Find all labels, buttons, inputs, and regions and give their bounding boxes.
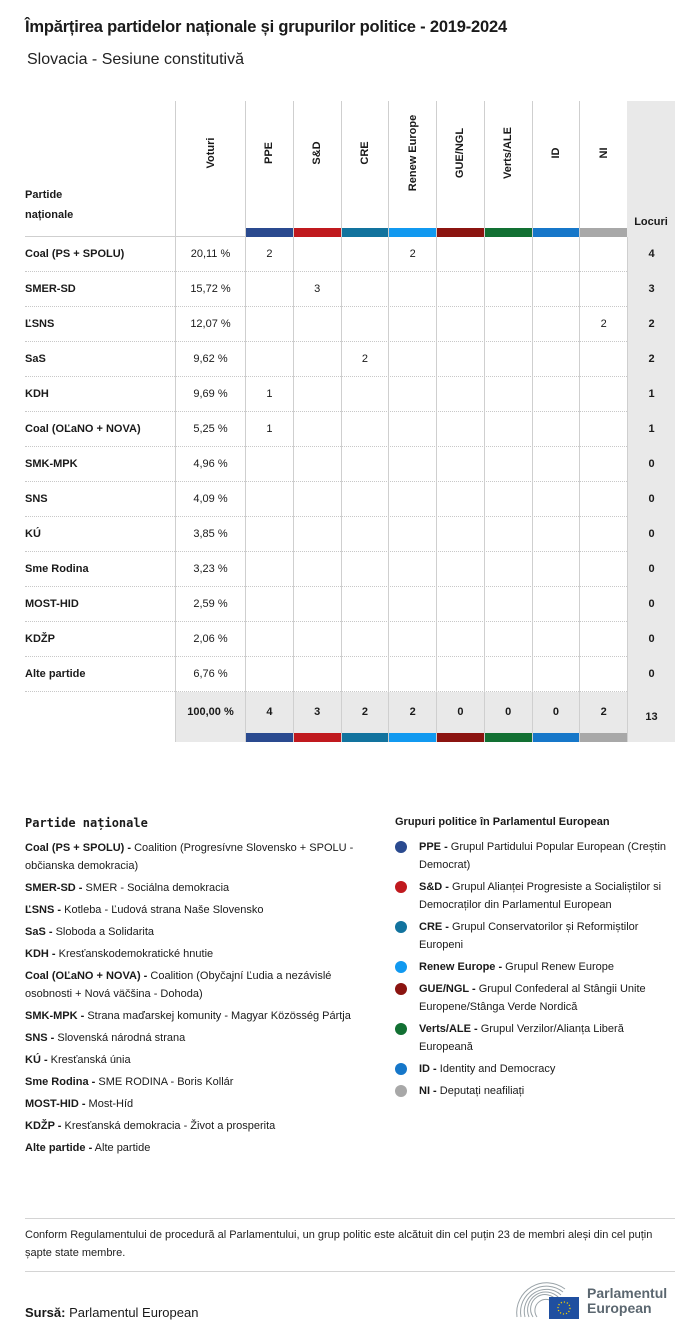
table-row — [25, 447, 675, 482]
group-color-dot-icon — [395, 841, 407, 853]
group-total-seats: 2 — [579, 692, 627, 742]
group-seat-count — [532, 342, 580, 377]
group-seat-count — [484, 237, 532, 272]
page-subtitle: Slovacia - Sesiune constitutivă — [27, 51, 244, 68]
votes-column-header: Voturi — [175, 101, 245, 237]
party-name: Alte partide — [25, 668, 86, 680]
group-seat-count — [293, 412, 341, 447]
group-seat-count — [245, 307, 293, 342]
group-seat-count — [341, 272, 389, 307]
group-seat-count — [484, 622, 532, 657]
group-seat-count: 1 — [245, 412, 293, 447]
group-total-seats: 4 — [245, 692, 293, 742]
party-legend-item: SMER-SD - SMER - Sociálna demokracia — [25, 882, 230, 894]
group-color-dot-icon — [395, 881, 407, 893]
group-seat-count — [341, 237, 389, 272]
vote-share: 5,25 % — [175, 412, 245, 447]
table-row — [25, 552, 675, 587]
logo-text-line2: European — [587, 1300, 652, 1316]
group-seat-count — [532, 412, 580, 447]
group-seat-count — [293, 237, 341, 272]
group-seat-count — [388, 377, 436, 412]
group-seat-count — [579, 622, 627, 657]
group-seat-count — [293, 517, 341, 552]
party-seats: 1 — [627, 377, 675, 412]
group-seat-count — [579, 517, 627, 552]
group-seat-count — [245, 517, 293, 552]
table-row — [25, 517, 675, 552]
group-seat-count — [388, 552, 436, 587]
group-seat-count — [388, 342, 436, 377]
party-legend-item: SaS - Sloboda a Solidarita — [25, 926, 155, 938]
vote-share: 4,09 % — [175, 482, 245, 517]
total-votes: 100,00 % — [175, 692, 245, 742]
group-seat-count — [293, 552, 341, 587]
group-color-bar — [437, 733, 484, 742]
party-name: SaS — [25, 353, 46, 365]
party-legend-item: Sme Rodina - SME RODINA - Boris Kollár — [25, 1076, 234, 1088]
party-legend-item: KÚ - Kresťanská únia — [25, 1054, 131, 1066]
party-name: SMK-MPK — [25, 458, 78, 470]
party-name: Coal (PS + SPOLU) — [25, 248, 125, 260]
vote-share: 2,59 % — [175, 587, 245, 622]
group-seat-count — [579, 237, 627, 272]
group-seat-count — [245, 272, 293, 307]
group-seat-count — [293, 307, 341, 342]
vote-share: 3,85 % — [175, 517, 245, 552]
group-seat-count: 2 — [245, 237, 293, 272]
table-row — [25, 482, 675, 517]
party-name: SMER-SD — [25, 283, 76, 295]
group-legend-item: CRE - Grupul Conservatorilor și Reformiștilor Europeni — [395, 918, 680, 954]
group-seat-count — [579, 657, 627, 692]
group-seat-count — [436, 447, 484, 482]
group-color-bar — [389, 228, 436, 237]
group-column-header: PPE — [245, 101, 293, 237]
group-seat-count — [436, 237, 484, 272]
group-seat-count — [436, 272, 484, 307]
group-seat-count — [484, 412, 532, 447]
group-seat-count — [293, 447, 341, 482]
group-color-bar — [533, 733, 580, 742]
group-seat-count — [341, 447, 389, 482]
group-color-bar — [389, 733, 436, 742]
party-name: MOST-HID — [25, 598, 79, 610]
group-color-dot-icon — [395, 961, 407, 973]
party-seats: 4 — [627, 237, 675, 272]
group-seat-count — [293, 377, 341, 412]
group-legend-item: ID - Identity and Democracy — [395, 1060, 680, 1078]
table-header — [25, 101, 675, 237]
party-name: Sme Rodina — [25, 563, 89, 575]
party-legend-item: MOST-HID - Most-Híd — [25, 1098, 134, 1110]
party-legend-item: Coal (PS + SPOLU) - Coalition (Progresívne Slovensko + SPOLU - občianska demokracia) — [25, 842, 354, 872]
group-legend-item: PPE - Grupul Partidului Popular European (Creștin Democrat) — [395, 838, 680, 874]
group-seat-count — [341, 622, 389, 657]
vote-share: 3,23 % — [175, 552, 245, 587]
divider — [25, 1218, 675, 1219]
group-seat-count — [484, 482, 532, 517]
group-total-seats: 0 — [484, 692, 532, 742]
group-color-dot-icon — [395, 1085, 407, 1097]
group-seat-count: 2 — [579, 307, 627, 342]
group-seat-count — [436, 412, 484, 447]
group-seat-count — [245, 552, 293, 587]
party-seats: 3 — [627, 272, 675, 307]
party-seats: 0 — [627, 657, 675, 692]
group-seat-count — [436, 622, 484, 657]
table-row — [25, 622, 675, 657]
party-seats: 0 — [627, 447, 675, 482]
european-parliament-logo — [515, 1281, 680, 1321]
party-seats: 0 — [627, 622, 675, 657]
party-name: KÚ — [25, 528, 41, 540]
table-row — [25, 412, 675, 447]
table-row — [25, 237, 675, 272]
vote-share: 4,96 % — [175, 447, 245, 482]
party-seats: 0 — [627, 587, 675, 622]
table-row — [25, 272, 675, 307]
vote-share: 9,62 % — [175, 342, 245, 377]
group-color-bar — [342, 733, 389, 742]
group-seat-count — [341, 377, 389, 412]
group-seat-count — [341, 657, 389, 692]
group-seat-count — [579, 377, 627, 412]
group-legend-item: S&D - Grupul Alianței Progresiste a Socialiștilor si Democraților din Parlamentul European — [395, 878, 680, 914]
group-seat-count — [245, 587, 293, 622]
group-seat-count — [245, 342, 293, 377]
table-row — [25, 342, 675, 377]
group-seat-count — [388, 517, 436, 552]
group-seat-count — [532, 482, 580, 517]
group-seat-count — [579, 482, 627, 517]
group-column-header: Renew Europe — [388, 101, 436, 237]
group-seat-count — [293, 342, 341, 377]
group-color-bar — [437, 228, 484, 237]
party-name: ĽSNS — [25, 318, 55, 330]
group-seat-count — [532, 517, 580, 552]
group-seat-count — [436, 377, 484, 412]
group-seat-count — [388, 272, 436, 307]
source-credit: Sursă: Parlamentul European — [25, 1305, 199, 1320]
vote-share: 20,11 % — [175, 237, 245, 272]
group-seat-count — [436, 587, 484, 622]
group-seat-count — [388, 587, 436, 622]
group-column-header: Verts/ALE — [484, 101, 532, 237]
group-seat-count — [579, 342, 627, 377]
group-seat-count — [388, 412, 436, 447]
parliament-hemicycle-icon — [515, 1281, 583, 1321]
party-seats: 1 — [627, 412, 675, 447]
group-seat-count — [436, 657, 484, 692]
party-name: KDŽP — [25, 633, 55, 645]
group-seat-count — [436, 342, 484, 377]
group-seat-count — [484, 447, 532, 482]
table-row — [25, 377, 675, 412]
group-color-bar — [342, 228, 389, 237]
party-name: KDH — [25, 388, 49, 400]
group-seat-count — [341, 412, 389, 447]
group-total-seats: 2 — [341, 692, 389, 742]
national-parties-legend-title: Partide naționale — [25, 816, 148, 830]
vote-share: 15,72 % — [175, 272, 245, 307]
group-seat-count — [436, 517, 484, 552]
footnote: Conform Regulamentului de procedură al Parlamentului, un grup politic este alcătuit din cel puțin 23 de membri aleși din cel puțin șapte state membre. — [25, 1229, 653, 1259]
party-name: SNS — [25, 493, 48, 505]
group-seat-count — [388, 622, 436, 657]
group-seat-count — [532, 587, 580, 622]
group-column-header: GUE/NGL — [436, 101, 484, 237]
party-legend-item: SMK-MPK - Strana maďarskej komunity - Magyar Közösség Pártja — [25, 1010, 351, 1022]
group-seat-count — [484, 657, 532, 692]
group-seat-count — [436, 307, 484, 342]
seats-column-header: Locuri — [627, 101, 675, 237]
group-seat-count — [341, 517, 389, 552]
group-seat-count — [579, 587, 627, 622]
table-row — [25, 307, 675, 342]
group-total-seats: 0 — [436, 692, 484, 742]
group-legend-item: GUE/NGL - Grupul Confederal al Stângii Unite Europene/Stânga Verde Nordică — [395, 980, 680, 1016]
group-color-dot-icon — [395, 1063, 407, 1075]
group-color-bar — [485, 733, 532, 742]
group-total-seats: 0 — [532, 692, 580, 742]
group-column-header: ID — [532, 101, 580, 237]
group-color-bar — [294, 228, 341, 237]
group-seat-count — [293, 657, 341, 692]
group-seat-count — [388, 307, 436, 342]
group-seat-count — [579, 552, 627, 587]
group-seat-count — [484, 517, 532, 552]
group-seat-count — [245, 622, 293, 657]
group-seat-count — [388, 482, 436, 517]
party-legend-item: Coal (OĽaNO + NOVA) - Coalition (Obyčajní Ľudia a nezávislé osobnosti + Nová väčšina - Dohoda) — [25, 970, 332, 1000]
group-seat-count — [532, 657, 580, 692]
party-seats: 2 — [627, 307, 675, 342]
group-column-header: NI — [579, 101, 627, 237]
vote-share: 2,06 % — [175, 622, 245, 657]
group-color-bar — [580, 733, 627, 742]
party-legend-item: KDŽP - Kresťanská demokracia - Život a prosperita — [25, 1120, 276, 1132]
group-seat-count — [532, 272, 580, 307]
group-color-dot-icon — [395, 921, 407, 933]
group-seat-count — [532, 377, 580, 412]
group-seat-count — [436, 552, 484, 587]
page-title: Împărțirea partidelor naționale și grupurilor politice - 2019-2024 — [25, 18, 507, 36]
group-column-header: CRE — [341, 101, 389, 237]
party-seats: 2 — [627, 342, 675, 377]
group-seat-count — [388, 657, 436, 692]
party-legend-item: Alte partide - Alte partide — [25, 1142, 151, 1154]
party-legend-item: ĽSNS - Kotleba - Ľudová strana Naše Slovensko — [25, 904, 264, 916]
group-seat-count — [532, 552, 580, 587]
group-seat-count — [388, 447, 436, 482]
logo-text-line1: Parlamentul — [587, 1285, 668, 1301]
group-color-bar — [485, 228, 532, 237]
group-seat-count — [293, 587, 341, 622]
party-legend-item: KDH - Kresťanskodemokratické hnutie — [25, 948, 214, 960]
table-row — [25, 587, 675, 622]
vote-share: 12,07 % — [175, 307, 245, 342]
group-seat-count — [579, 412, 627, 447]
group-legend-item: NI - Deputați neafiliați — [395, 1082, 680, 1100]
total-seats: 13 — [627, 692, 675, 742]
political-groups-legend — [395, 816, 680, 1104]
seat-distribution-table — [25, 101, 675, 742]
group-seat-count — [484, 552, 532, 587]
group-seat-count — [484, 377, 532, 412]
table-row — [25, 657, 675, 692]
group-total-seats: 3 — [293, 692, 341, 742]
group-color-bar — [294, 733, 341, 742]
group-seat-count: 2 — [388, 237, 436, 272]
group-seat-count — [245, 657, 293, 692]
group-color-bar — [580, 228, 627, 237]
political-groups-legend-title: Grupuri politice în Parlamentul European — [395, 816, 610, 828]
party-seats: 0 — [627, 517, 675, 552]
national-parties-legend — [25, 816, 365, 1161]
party-name: Coal (OĽaNO + NOVA) — [25, 423, 141, 435]
group-color-bar — [246, 228, 293, 237]
party-seats: 0 — [627, 482, 675, 517]
party-legend-item: SNS - Slovenská národná strana — [25, 1032, 186, 1044]
party-column-header: Partide naționale — [25, 189, 74, 221]
group-seat-count — [484, 307, 532, 342]
group-color-bar — [246, 733, 293, 742]
group-color-dot-icon — [395, 983, 407, 995]
group-seat-count — [532, 307, 580, 342]
group-seat-count — [245, 447, 293, 482]
vote-share: 6,76 % — [175, 657, 245, 692]
group-color-bar — [533, 228, 580, 237]
group-seat-count — [484, 342, 532, 377]
group-seat-count — [293, 482, 341, 517]
group-seat-count — [484, 272, 532, 307]
group-legend-item: Verts/ALE - Grupul Verzilor/Alianța Liberă Europeană — [395, 1020, 680, 1056]
group-seat-count — [341, 307, 389, 342]
group-seat-count — [436, 482, 484, 517]
group-seat-count — [579, 447, 627, 482]
group-seat-count — [484, 587, 532, 622]
group-seat-count: 2 — [341, 342, 389, 377]
group-seat-count — [341, 587, 389, 622]
party-seats: 0 — [627, 552, 675, 587]
group-seat-count — [579, 272, 627, 307]
group-seat-count — [341, 552, 389, 587]
group-seat-count — [532, 447, 580, 482]
totals-row — [25, 692, 675, 742]
group-color-dot-icon — [395, 1023, 407, 1035]
vote-share: 9,69 % — [175, 377, 245, 412]
group-seat-count — [532, 237, 580, 272]
group-seat-count — [293, 622, 341, 657]
group-seat-count — [245, 482, 293, 517]
divider — [25, 1271, 675, 1272]
group-seat-count: 3 — [293, 272, 341, 307]
group-total-seats: 2 — [388, 692, 436, 742]
group-seat-count — [532, 622, 580, 657]
group-seat-count — [341, 482, 389, 517]
group-legend-item: Renew Europe - Grupul Renew Europe — [395, 958, 680, 976]
group-column-header: S&D — [293, 101, 341, 237]
group-seat-count: 1 — [245, 377, 293, 412]
